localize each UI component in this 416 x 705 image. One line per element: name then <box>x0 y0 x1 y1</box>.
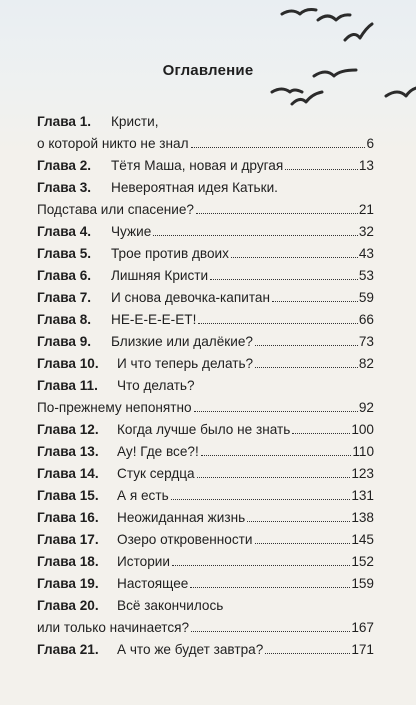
dot-leader <box>265 653 350 654</box>
chapter-title: И что теперь делать? <box>117 356 254 371</box>
chapter-number: 15. <box>79 488 99 503</box>
page-number: 6 <box>366 136 374 151</box>
chapter-title: Невероятная идея Катьки. <box>111 180 278 195</box>
chapter-title: НЕ-Е-Е-Е-ЕТ! <box>111 312 197 327</box>
dot-leader <box>196 213 358 214</box>
chapter-number: 8. <box>79 312 92 327</box>
page-number: 32 <box>358 224 374 239</box>
chapter-word: Глава <box>37 224 76 239</box>
dot-leader <box>194 411 358 412</box>
page-number: 171 <box>351 642 374 657</box>
page-number: 110 <box>352 444 374 459</box>
toc-entry-line <box>37 397 374 419</box>
page-number: 138 <box>351 510 374 525</box>
toc-entry <box>37 221 374 243</box>
chapter-number: 20. <box>79 598 99 613</box>
page-number: 73 <box>358 334 374 349</box>
chapter-number: 10. <box>79 356 99 371</box>
chapter-label <box>37 111 111 133</box>
toc-entry <box>37 529 374 551</box>
dot-leader <box>255 543 351 544</box>
chapter-word: Глава <box>37 246 76 261</box>
dot-leader <box>197 477 351 478</box>
chapter-title: Кристи, <box>111 114 159 129</box>
chapter-title: Что делать? <box>117 378 195 393</box>
chapter-word: Глава <box>37 488 76 503</box>
page-number: 167 <box>351 620 374 635</box>
chapter-label <box>37 441 117 463</box>
toc-entry-line <box>37 265 374 287</box>
chapter-label <box>37 375 117 397</box>
toc-entry-line <box>37 639 374 661</box>
dot-leader <box>153 235 358 236</box>
chapter-label <box>37 177 111 199</box>
chapter-title: Чужие <box>111 224 152 239</box>
chapter-title: Стук сердца <box>117 466 195 481</box>
chapter-label <box>37 309 111 331</box>
toc-entry-line <box>37 507 374 529</box>
dot-leader <box>255 367 358 368</box>
chapter-label <box>37 595 117 617</box>
chapter-label <box>37 419 117 441</box>
chapter-label <box>37 573 117 595</box>
dot-leader <box>198 323 358 324</box>
page-number: 21 <box>358 202 374 217</box>
chapter-number: 19. <box>79 576 99 591</box>
chapter-word: Глава <box>37 422 76 437</box>
toc-entry <box>37 111 374 155</box>
chapter-number: 17. <box>79 532 99 547</box>
dot-leader <box>191 147 366 148</box>
chapter-word: Глава <box>37 532 76 547</box>
toc-entry-line <box>37 573 374 595</box>
chapter-word: Глава <box>37 158 76 173</box>
page-number: 131 <box>351 488 374 503</box>
chapter-number: 7. <box>79 290 92 305</box>
toc-entry-line <box>37 243 374 265</box>
chapter-label <box>37 287 111 309</box>
toc-entry-line <box>37 199 374 221</box>
toc-entry-line <box>37 353 374 375</box>
chapter-word: Глава <box>37 356 76 371</box>
page-number: 82 <box>358 356 374 371</box>
chapter-word: Глава <box>37 114 76 129</box>
toc-entry-line <box>37 331 374 353</box>
chapter-label <box>37 529 117 551</box>
chapter-title: А я есть <box>117 488 169 503</box>
page-number: 43 <box>358 246 374 261</box>
chapter-title: Когда лучше было не знать <box>117 422 291 437</box>
page-number: 145 <box>351 532 374 547</box>
chapter-title: Лишняя Кристи <box>111 268 209 283</box>
page-number: 159 <box>351 576 374 591</box>
toc-entry-line <box>37 529 374 551</box>
chapter-number: 21. <box>79 642 99 657</box>
toc-entry <box>37 353 374 375</box>
chapter-label <box>37 265 111 287</box>
toc-entry-line <box>37 111 374 133</box>
chapter-label <box>37 221 111 243</box>
toc-entry-line <box>37 221 374 243</box>
chapter-word: Глава <box>37 642 76 657</box>
chapter-word: Глава <box>37 444 76 459</box>
toc-entry <box>37 639 374 661</box>
toc-entry <box>37 243 374 265</box>
chapter-word: Глава <box>37 466 76 481</box>
chapter-label <box>37 507 117 529</box>
chapter-word: Глава <box>37 290 76 305</box>
chapter-label <box>37 331 111 353</box>
toc-entry-line <box>37 551 374 573</box>
page-number: 92 <box>358 400 374 415</box>
chapter-label <box>37 353 117 375</box>
dot-leader <box>171 499 351 500</box>
chapter-title: Всё закончилось <box>117 598 224 613</box>
page-number: 100 <box>351 422 374 437</box>
chapter-number: 11. <box>79 378 98 393</box>
page-number: 152 <box>351 554 374 569</box>
chapter-word: Глава <box>37 378 76 393</box>
chapter-number: 1. <box>79 114 92 129</box>
chapter-number: 12. <box>79 422 99 437</box>
toc-entry-line <box>37 155 374 177</box>
chapter-title: Настоящее <box>117 576 189 591</box>
page-number: 13 <box>358 158 374 173</box>
toc-entry-line <box>37 419 374 441</box>
chapter-title: Истории <box>117 554 170 569</box>
chapter-word: Глава <box>37 334 76 349</box>
toc-entry-line <box>37 485 374 507</box>
toc-entry <box>37 309 374 331</box>
toc-entry-line <box>37 441 374 463</box>
chapter-word: Глава <box>37 554 76 569</box>
toc-entry <box>37 551 374 573</box>
chapter-title: Тётя Маша, новая и другая <box>111 158 284 173</box>
chapter-number: 2. <box>79 158 92 173</box>
dot-leader <box>191 631 350 632</box>
dot-leader <box>201 455 352 456</box>
chapter-title: Неожиданная жизнь <box>117 510 246 525</box>
dot-leader <box>255 345 358 346</box>
chapter-word: Глава <box>37 598 76 613</box>
toc-entry <box>37 595 374 639</box>
chapter-number: 13. <box>79 444 99 459</box>
page-number: 59 <box>358 290 374 305</box>
chapter-title-continued: о которой никто не знал <box>37 136 189 151</box>
chapter-title-continued: или только начинается? <box>37 620 190 635</box>
chapter-title: Близкие или далёкие? <box>111 334 253 349</box>
toc-entry <box>37 177 374 221</box>
chapter-label <box>37 551 117 573</box>
chapter-word: Глава <box>37 180 76 195</box>
toc-entry <box>37 485 374 507</box>
dot-leader <box>247 521 350 522</box>
chapter-label <box>37 243 111 265</box>
toc-entry-line <box>37 177 374 199</box>
chapter-title: Озеро откровенности <box>117 532 253 547</box>
chapter-title-continued: Подстава или спасение? <box>37 202 194 217</box>
dot-leader <box>285 169 358 170</box>
toc-entry <box>37 507 374 529</box>
toc-entry <box>37 419 374 441</box>
chapter-title-continued: По-прежнему непонятно <box>37 400 192 415</box>
chapter-label <box>37 485 117 507</box>
toc-entry-line <box>37 463 374 485</box>
chapter-word: Глава <box>37 268 76 283</box>
chapter-number: 4. <box>79 224 92 239</box>
toc-entry-line <box>37 133 374 155</box>
dot-leader <box>210 279 358 280</box>
toc-entry <box>37 155 374 177</box>
toc-entry-line <box>37 375 374 397</box>
chapter-label <box>37 463 117 485</box>
page-number: 53 <box>358 268 374 283</box>
table-of-contents <box>37 111 374 661</box>
chapter-number: 9. <box>79 334 92 349</box>
chapter-number: 6. <box>79 268 92 283</box>
chapter-number: 3. <box>79 180 92 195</box>
dot-leader <box>172 565 350 566</box>
chapter-title: А что же будет завтра? <box>117 642 264 657</box>
chapter-title: Трое против двоих <box>111 246 229 261</box>
chapter-title: Ау! Где все?! <box>117 444 199 459</box>
page-number: 66 <box>358 312 374 327</box>
dot-leader <box>292 433 350 434</box>
toc-entry-line <box>37 309 374 331</box>
dot-leader <box>272 301 358 302</box>
chapter-title: И снова девочка-капитан <box>111 290 270 305</box>
toc-heading: Оглавление <box>162 62 254 79</box>
chapter-number: 16. <box>79 510 99 525</box>
chapter-number: 18. <box>79 554 99 569</box>
toc-entry <box>37 265 374 287</box>
chapter-number: 5. <box>79 246 92 261</box>
chapter-word: Глава <box>37 576 76 591</box>
toc-entry-line <box>37 617 374 639</box>
toc-entry <box>37 441 374 463</box>
page-number: 123 <box>351 466 374 481</box>
toc-entry-line <box>37 595 374 617</box>
chapter-word: Глава <box>37 312 76 327</box>
toc-entry <box>37 463 374 485</box>
toc-entry <box>37 287 374 309</box>
toc-entry-line <box>37 287 374 309</box>
chapter-number: 14. <box>79 466 99 481</box>
toc-entry <box>37 573 374 595</box>
chapter-word: Глава <box>37 510 76 525</box>
toc-entry <box>37 375 374 419</box>
chapter-label <box>37 639 117 661</box>
toc-entry <box>37 331 374 353</box>
dot-leader <box>231 257 358 258</box>
dot-leader <box>190 587 350 588</box>
chapter-label <box>37 155 111 177</box>
